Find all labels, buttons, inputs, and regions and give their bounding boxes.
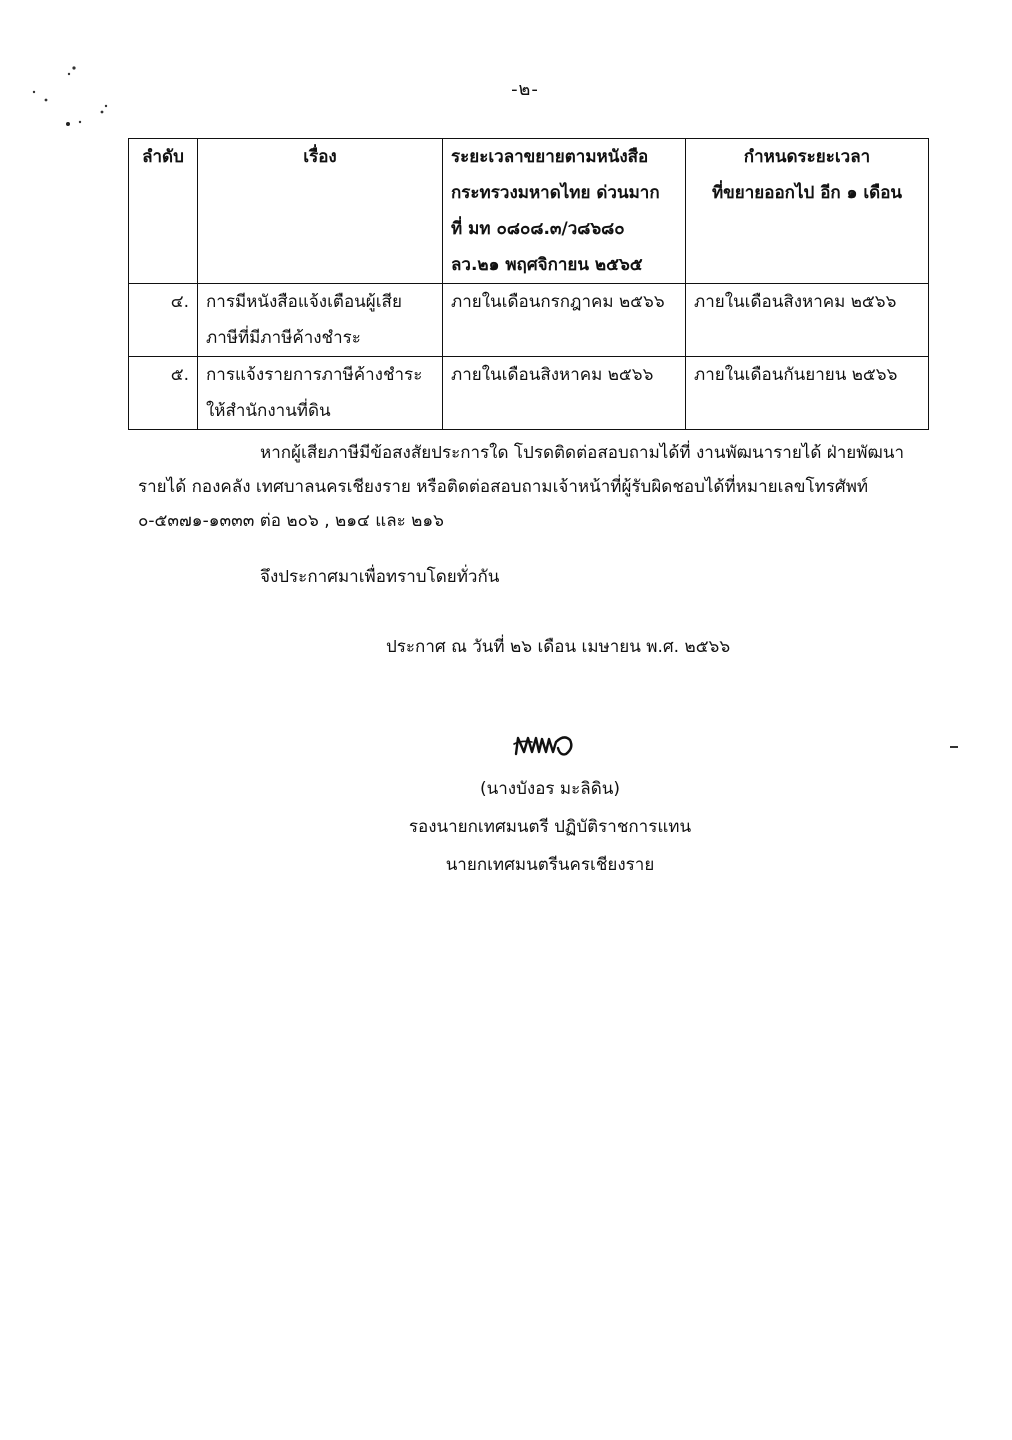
header-deadline-line: กำหนดระยะเวลา	[743, 147, 871, 167]
row-subject	[198, 357, 443, 430]
header-period	[443, 139, 686, 284]
date-line: ประกาศ ณ วันที่ ๒๖ เดือน เมษายน พ.ศ. ๒๕๖๖	[386, 637, 731, 657]
signatory-name: (นางบังอร มะลิดิน)	[480, 779, 620, 799]
announcement-line: จึงประกาศมาเพื่อทราบโดยทั่วกัน	[260, 567, 500, 587]
row-deadline: ภายในเดือนกันยายน ๒๕๖๖	[686, 357, 929, 430]
contact-line: หากผู้เสียภาษีมีข้อสงสัยประการใด โปรดติดต่อสอบถามได้ที่ งานพัฒนารายได้ ฝ่ายพัฒนา	[260, 443, 904, 463]
signatory-office: นายกเทศมนตรีนครเชียงราย	[445, 855, 655, 875]
header-subject: เรื่อง	[198, 139, 443, 284]
header-period-line: ลว.๒๑ พฤศจิกายน ๒๕๖๕	[451, 255, 643, 275]
row-subject-line: การแจ้งรายการภาษีค้างชำระ	[206, 365, 423, 385]
tax-schedule-table	[128, 138, 929, 430]
row-no: ๕.	[129, 357, 198, 430]
table-row	[129, 284, 929, 357]
row-deadline: ภายในเดือนสิงหาคม ๒๕๖๖	[686, 284, 929, 357]
contact-phone-line: ๐-๕๓๗๑-๑๓๓๓ ต่อ ๒๐๖ , ๒๑๔ และ ๒๑๖	[138, 511, 444, 531]
header-deadline	[686, 139, 929, 284]
row-subject	[198, 284, 443, 357]
header-deadline-line: ที่ขยายออกไป อีก ๑ เดือน	[711, 183, 903, 203]
handwritten-signature	[512, 730, 582, 760]
page-number: -๒-	[511, 79, 539, 100]
header-no: ลำดับ	[129, 139, 198, 284]
header-period-line: ระยะเวลาขยายตามหนังสือ	[451, 147, 649, 167]
contact-paragraph	[138, 436, 928, 538]
row-period: ภายในเดือนกรกฎาคม ๒๕๖๖	[443, 284, 686, 357]
row-period: ภายในเดือนสิงหาคม ๒๕๖๖	[443, 357, 686, 430]
signature-block	[300, 770, 800, 884]
row-subject-line: ภาษีที่มีภาษีค้างชำระ	[206, 328, 361, 348]
scan-mark	[950, 746, 958, 748]
row-no: ๔.	[129, 284, 198, 357]
signatory-position: รองนายกเทศมนตรี ปฏิบัติราชการแทน	[408, 817, 692, 837]
header-period-line: ที่ มท ๐๘๐๘.๓/ว๘๖๘๐	[451, 219, 625, 239]
header-period-line: กระทรวงมหาดไทย ด่วนมาก	[451, 183, 660, 203]
table-row	[129, 357, 929, 430]
row-subject-line: การมีหนังสือแจ้งเตือนผู้เสีย	[206, 292, 402, 312]
row-subject-line: ให้สำนักงานที่ดิน	[206, 401, 331, 421]
contact-line: รายได้ กองคลัง เทศบาลนครเชียงราย หรือติดต่อสอบถามเจ้าหน้าที่ผู้รับผิดชอบได้ที่หมายเลขโทรศัพท์	[138, 477, 869, 497]
table-header-row	[129, 139, 929, 284]
